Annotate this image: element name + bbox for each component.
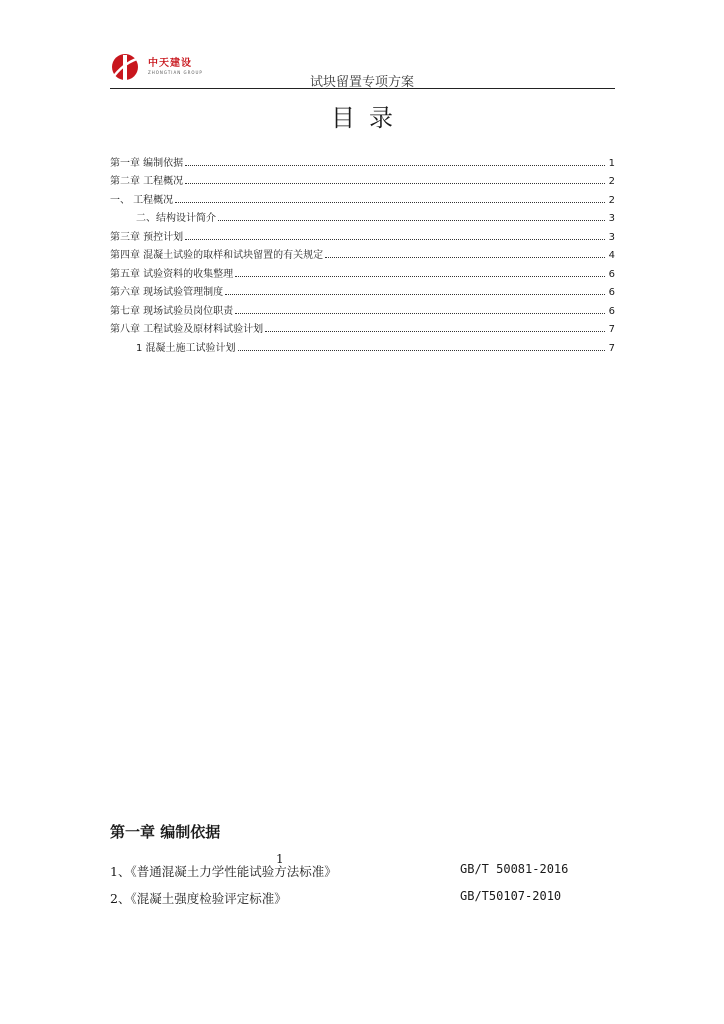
reference-code: GB/T50107-2010 <box>460 889 562 903</box>
reference-title: 2、《混凝土强度检验评定标准》 <box>110 891 287 906</box>
toc-leader <box>235 312 605 314</box>
table-of-contents <box>110 150 615 354</box>
toc-entry-label: 1 混凝土施工试验计划 <box>136 342 236 354</box>
toc-entry-label: 第三章 预控计划 <box>110 231 184 243</box>
toc-entry-label: 第二章 工程概况 <box>110 176 184 187</box>
toc-entry-page: 3 <box>608 231 615 243</box>
reference-title: 1、《普通混凝土力学性能试验方法标准》 <box>110 864 337 879</box>
toc-entry[interactable] <box>110 187 615 206</box>
toc-entry-label: 第五章 试验资料的收集整理 <box>110 268 234 280</box>
toc-leader <box>325 256 605 258</box>
toc-entry-label: 第七章 现场试验员岗位职责 <box>110 305 234 317</box>
toc-entry[interactable] <box>110 317 615 336</box>
toc-entry[interactable] <box>110 243 615 262</box>
toc-entry-page: 2 <box>608 176 615 187</box>
toc-entry[interactable] <box>110 224 615 243</box>
toc-entry-label: 一、 工程概况 <box>110 194 174 206</box>
toc-entry[interactable] <box>110 150 615 169</box>
toc-entry-page: 4 <box>608 250 615 261</box>
logo-cn-text: 中天建设 <box>148 58 192 69</box>
toc-leader <box>265 330 605 332</box>
toc-entry-label: 第八章 工程试验及原材料试验计划 <box>110 324 264 335</box>
toc-leader <box>185 238 605 240</box>
toc-entry-label: 第六章 现场试验管理制度 <box>110 287 224 298</box>
toc-entry-page: 1 <box>608 157 615 169</box>
toc-leader <box>185 182 605 184</box>
toc-leader <box>225 293 605 295</box>
toc-entry-page: 6 <box>608 268 615 280</box>
toc-entry[interactable] <box>110 298 615 317</box>
toc-leader <box>185 164 605 166</box>
toc-entry-page: 2 <box>608 194 615 206</box>
header-divider <box>110 88 615 89</box>
toc-entry-label: 二、结构设计简介 <box>136 213 216 224</box>
toc-entry-page: 3 <box>608 213 615 224</box>
toc-entry[interactable] <box>110 169 615 188</box>
toc-entry-page: 6 <box>608 305 615 317</box>
reference-code: GB/T 50081-2016 <box>460 862 569 876</box>
toc-entry[interactable] <box>110 280 615 299</box>
toc-entry-label: 第一章 编制依据 <box>110 157 184 169</box>
chapter-heading: 第一章 编制依据 <box>110 823 221 841</box>
toc-leader <box>235 275 605 277</box>
toc-entry-page: 7 <box>608 342 615 354</box>
toc-title: 目录 <box>331 104 407 132</box>
toc-entry-label: 第四章 混凝土试验的取样和试块留置的有关规定 <box>110 250 324 261</box>
toc-entry[interactable] <box>110 335 615 354</box>
logo-en-text: ZHONGTIAN GROUP <box>148 70 203 75</box>
toc-entry[interactable] <box>110 206 615 225</box>
toc-entry-page: 7 <box>608 324 615 335</box>
toc-entry[interactable] <box>110 261 615 280</box>
toc-leader <box>238 349 605 351</box>
document-header-title: 试块留置专项方案 <box>309 75 414 90</box>
toc-entry-page: 6 <box>608 287 615 298</box>
toc-leader <box>218 219 605 221</box>
page-number: 1 <box>276 852 284 866</box>
toc-leader <box>175 201 605 203</box>
